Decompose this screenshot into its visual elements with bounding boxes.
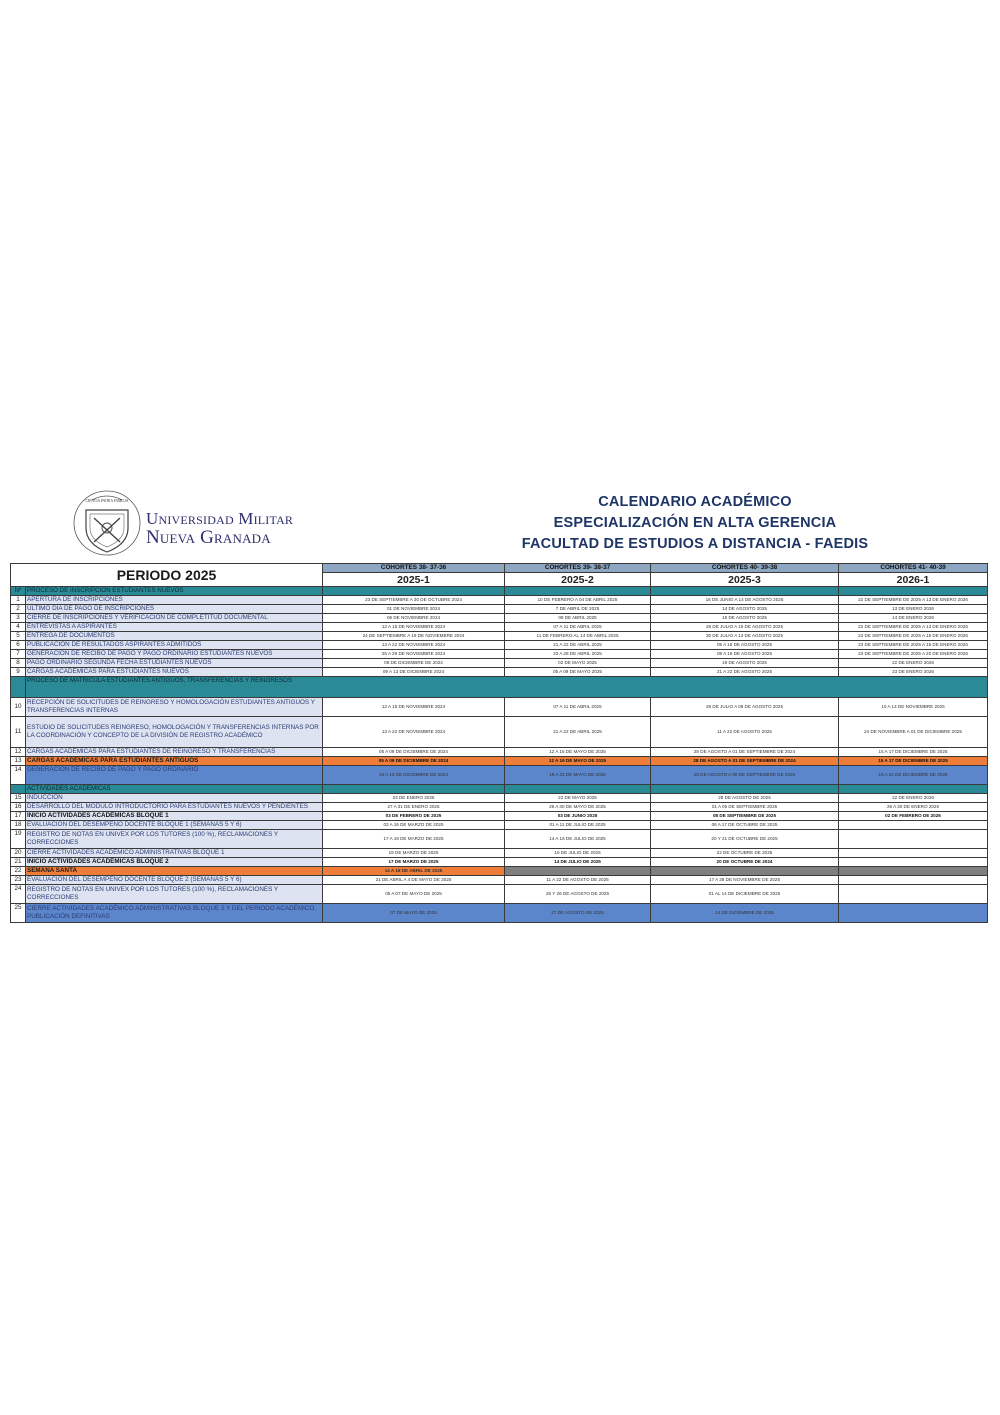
section-header: ACTIVIDADES ACADÉMICAS [26, 785, 323, 794]
period-header: 2025-1 [323, 573, 505, 587]
table-row: 1 APERTURA DE INSCRIPCIONES 23 DE SEPTIEMBRE A 30 DE OCTUBRE 2024 10 DE FEBRERO A 04 DE ABRIL 2025 16 DE JUNIO A 14 DE AGOSTO 2025 22 DE SEPTIEMBRE DE 2025 A 13 DE ENERO 2026 [11, 596, 988, 605]
university-name [146, 510, 293, 547]
table-row: 23 EVALUACIÓN DEL DESEMPEÑO DOCENTE BLOQUE 2 (SEMANAS 5 Y 6) 21 DE ABRIL A 4 DE MAYO DE 2025 11 A 22 DE AGOSTO DE 2025 17 A 28 DE NOVIEMBRE DE 2025 [11, 876, 988, 885]
period-header: 2025-3 [651, 573, 839, 587]
table-row: 2 ÚLTIMO DÍA DE PAGO DE INSCRIPCIONES 01 DE NOVIEMBRE 2024 7 DE ABRIL DE 2025 14 DE AGOSTO 2025 13 DE ENERO 2026 [11, 605, 988, 614]
table-row-highlight: 13 CARGAS ACADÉMICAS PARA ESTUDIANTES ANTIGUOS 05 A 09 DE DICIEMBRE DE 2024 12 A 16 DE MAYO DE 2025 28 DE AGOSTO A 01 DE SEPTIEMBRE DE 2024 15 A 17 DE DICIEMBRE DE 2025 [11, 757, 988, 766]
table-row: 14 GENERACIÓN DE RECIBO DE PAGO Y PAGO ORDINARIO 10 A 13 DE DICIEMBRE DE 2024 19 A 23 DE MAYO DE 2025 28 DE AGOSTO A 05 DE SEPTIEMBRE DE 2025 18 A 24 DE DICIEMBRE DE 2025 [11, 766, 988, 785]
table-row: 5 ENTREGA DE DOCUMENTOS 24 DE SEPTIEMBRE A 19 DE NOVIEMBRE 2024 11 DE FEBRERO AL 14 DE ABRIL 2025 30 DE JULIO A 13 DE AGOSTO 2025 23 DE SEPTIEMBRE DE 2025 A 15 DE ENERO 2026 [11, 632, 988, 641]
table-row: 11 ESTUDIO DE SOLICITUDES REINGRESO, HOMOLOGACIÓN Y TRANSFERENCIAS INTERNAS POR LA COORDINACIÓN Y CONCEPTO DE LA DIVISIÓN DE REGISTRO ACADÉMICO 13 A 22 DE NOVIEMBRE 2024 21 A 22 DE ABRIL 2025 11 A 22 DE AGOSTO 2025 24 DE NOVIEMBRE A 01 DE DICIEMBRE 2025 [11, 717, 988, 748]
number-header: Nº [11, 587, 26, 596]
table-row: 18 EVALUACIÓN DEL DESEMPEÑO DOCENTE BLOQUE 1 (SEMANAS 5 Y 6) 03 A 16 DE MARZO DE 2025 01 A 11 DE JULIO DE 2025 06 A 17 DE OCTUBRE DE 2025 [11, 821, 988, 830]
table-row: 12 CARGAS ACADÉMICAS PARA ESTUDIANTES DE REINGRESO Y TRANSFERENCIAS 05 A 09 DE DICIEMBRE DE 2024 12 A 15 DE MAYO DE 2025 28 DE AGOSTO A 01 DE SEPTIEMBRE DE 2024 15 A 17 DE DICIEMBRE DE 2025 [11, 748, 988, 757]
period-label: PERIODO 2025 [11, 564, 323, 587]
university-line-2: Nueva Granada [146, 527, 271, 548]
document-titles [440, 492, 950, 555]
cohort-header: COHORTES 41- 40-39 [839, 564, 988, 573]
period-header: 2026-1 [839, 573, 988, 587]
table-row: 6 PUBLICACIÓN DE RESULTADOS ASPIRANTES ADMITIDOS 13 A 22 DE NOVIEMBRE 2024 21 A 22 DE ABRIL 2025 05 A 15 DE AGOSTO 2025 23 DE SEPTIEMBRE DE 2025 A 16 DE ENERO 2026 [11, 641, 988, 650]
university-line-1: Universidad Militar [146, 509, 294, 528]
table-row: 25 CIERRE ACTIVIDADES ACADÉMICO ADMINISTRATIVAS BLOQUE 2 Y DEL PERIODO ACADÉMICO. PUBLICACIÓN DEFINITIVAS 07 DE MAYO DE 2025 27 DE AGOSTO DE 2025 14 DE DICIEMBRE DE 2025 [11, 904, 988, 923]
logo-motto: CIENCIA PATRIA FAMILIA [85, 499, 129, 503]
university-crest-logo [72, 488, 142, 558]
table-row-holiday: 22 SEMANA SANTA 14 A 18 DE ABRIL DE 2025 [11, 867, 988, 876]
table-row: 10 RECEPCIÓN DE SOLICITUDES DE REINGRESO Y HOMOLOGACIÓN ESTUDIANTES ANTIGUOS Y TRANSFERENCIAS INTERNAS 12 A 15 DE NOVIEMBRE 2024 07 A 11 DE ABRIL 2025 28 DE JULIO A 08 DE AGOSTO 2025 10 A 14 DE NOVIEMBRE 2025 [11, 698, 988, 717]
table-row: 16 DESARROLLO DEL MÓDULO INTRODUCTORIO PARA ESTUDIANTES NUEVOS Y PENDIENTES 27 A 31 DE ENERO 2025 26 A 30 DE MAYO DE 2025 01 A 05 DE SEPTIEMBRE 2025 26 A 30 DE ENERO 2026 [11, 803, 988, 812]
table-row: 20 CIERRE ACTIVIDADES ACADÉMICO ADMINISTRATIVAS BLOQUE 1 19 DE MARZO DE 2025 16 DE JULIO DE 2025 22 DE OCTUBRE DE 2025 [11, 849, 988, 858]
period-header: 2025-2 [505, 573, 651, 587]
table-row: 19 REGISTRO DE NOTAS EN UNIVEX POR LOS TUTORES (100 %), RECLAMACIONES Y CORRECCIONES 17 A 19 DE MARZO DE 2025 14 A 16 DE JULIO DE 2025 20 Y 21 DE OCTUBRE DE 2025 [11, 830, 988, 849]
cohort-header: COHORTES 40- 39-38 [651, 564, 839, 573]
calendar-title: CALENDARIO ACADÉMICO [598, 494, 792, 510]
cohort-header: COHORTES 39- 38-37 [505, 564, 651, 573]
table-row: 8 PAGO ORDINARIO SEGUNDA FECHA ESTUDIANTES NUEVOS 06 DE DICIEMBRE DE 2024 02 DE MAYO 2025 19 DE AGOSTO 2025 22 DE ENERO 2026 [11, 659, 988, 668]
table-row: 17 INICIO ACTIVIDADES ACADÉMICAS BLOQUE 1 03 DE FEBRERO DE 2025 03 DE JUNIO 2025 08 DE SEPTIEMBRE DE 2025 02 DE FEBRERO DE 2026 [11, 812, 988, 821]
table-row: 4 ENTREVISTAS A ASPIRANTES 12 A 15 DE NOVIEMBRE 2024 07 A 11 DE ABRIL 2025 28 DE JULIO A 15 DE AGOSTO 2025 22 DE SEPTIEMBRE DE 2025 A 14 DE ENERO 2026 [11, 623, 988, 632]
program-title: ESPECIALIZACIÓN EN ALTA GERENCIA [553, 515, 837, 531]
table-row: 21 INICIO ACTIVIDADES ACADÉMICAS BLOQUE 2 17 DE MARZO DE 2025 14 DE JULIO DE 2025 20 DE OCTUBRE DE 2024 [11, 858, 988, 867]
table-row: 9 CARGAS ACADÉMICAS PARA ESTUDIANTES NUEVOS 09 A 13 DE DICIEMBRE 2024 05 A 09 DE MAYO 2025 21 A 22 DE AGOSTO 2025 23 DE ENERO 2026 [11, 668, 988, 677]
table-row: 24 REGISTRO DE NOTAS EN UNIVEX POR LOS TUTORES (100 %), RECLAMACIONES Y CORRECCIONES 05 A 07 DE MAYO DE 2025 25 Y 26 DE AGOSTO DE 2025 01 AL 14 DE DICIEMBRE DE 2025 [11, 885, 988, 904]
inscription-rows [11, 596, 988, 677]
academic-calendar-table [10, 563, 988, 923]
section-header: PROCESO DE MATRICULA ESTUDIANTES ANTIGUOS, TRANSFERENCIAS Y REINGRESOS [26, 677, 988, 698]
section-header: PROCESO DE INSCRIPCIÓN ESTUDIANTES NUEVOS [26, 587, 323, 596]
cohort-header: COHORTES 38- 37-36 [323, 564, 505, 573]
table-row: 15 INDUCCIÓN 23 DE ENERO 2025 22 DE MAYO 2025 28 DE AGOSTO DE 2025 22 DE ENERO 2026 [11, 794, 988, 803]
table-row: 7 GENERACIÓN DE RECIBO DE PAGO Y PAGO ORDINARIO ESTUDIANTES NUEVOS 25 A 29 DE NOVIEMBRE 2024 23 A 28 DE ABRIL 2025 08 A 18 DE AGOSTO 2025 23 DE SEPTIEMBRE DE 2025 A 20 DE ENERO 2026 [11, 650, 988, 659]
faculty-title: FACULTAD DE ESTUDIOS A DISTANCIA - FAEDIS [521, 536, 869, 552]
table-row: 3 CIERRE DE INSCRIPCIONES Y VERIFICACIÓN DE COMPLETITUD DOCUMENTAL 06 DE NOVIEMBRE 2024 09 DE ABRIL 2025 15 DE AGOSTO 2025 14 DE ENERO 2026 [11, 614, 988, 623]
